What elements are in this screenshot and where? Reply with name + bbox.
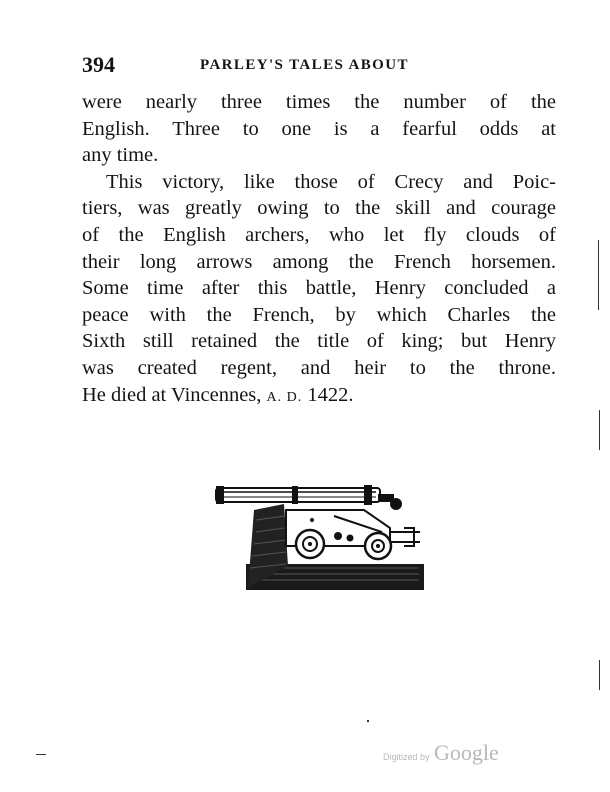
last-line-end: 1422. xyxy=(302,383,354,406)
cannon-wheel-rear xyxy=(296,530,324,558)
cannon-illustration xyxy=(214,480,424,592)
scan-edge-mark xyxy=(599,410,600,450)
cannon-barrel xyxy=(216,485,402,510)
scan-speck xyxy=(367,720,369,722)
cannon-wheel-front xyxy=(365,533,391,559)
scan-edge-mark xyxy=(36,754,46,755)
google-watermark xyxy=(383,740,499,766)
cannon-ball xyxy=(334,532,342,540)
scan-edge-mark xyxy=(599,660,600,690)
date-abbrev: A. D. xyxy=(266,389,303,405)
last-line-start: He died at Vincennes, xyxy=(82,383,267,406)
text-line: peace with the French, by which Charles the xyxy=(82,303,556,326)
text-line: were nearly three times the number of the xyxy=(82,91,556,113)
text-line: Some time after this battle, Henry concluded a xyxy=(82,277,556,300)
text-line: Sixth still retained the title of king; but Henry xyxy=(82,330,556,353)
watermark-brand: Google xyxy=(433,740,499,765)
body-text xyxy=(82,89,556,408)
text-line: their long arrows among the French horsemen. xyxy=(82,250,556,273)
text-line: any time. xyxy=(82,144,159,167)
watermark-prefix: Digitized by xyxy=(383,752,430,762)
cannon-ball xyxy=(347,535,354,542)
scan-edge-mark xyxy=(598,240,599,310)
text-line: This victory, like those of Crecy and Poic- xyxy=(106,170,556,193)
text-line: of the English archers, who let fly clouds of xyxy=(82,223,556,246)
text-line: English. Three to one is a fearful odds at xyxy=(82,117,556,140)
page-header xyxy=(82,52,556,78)
text-line: tiers, was greatly owing to the skill and courage xyxy=(82,197,556,220)
page-number: 394 xyxy=(82,52,115,77)
text-line: was created regent, and heir to the throne. xyxy=(82,356,556,379)
text-line-last xyxy=(82,382,556,409)
running-title: PARLEY'S TALES ABOUT xyxy=(200,57,409,73)
